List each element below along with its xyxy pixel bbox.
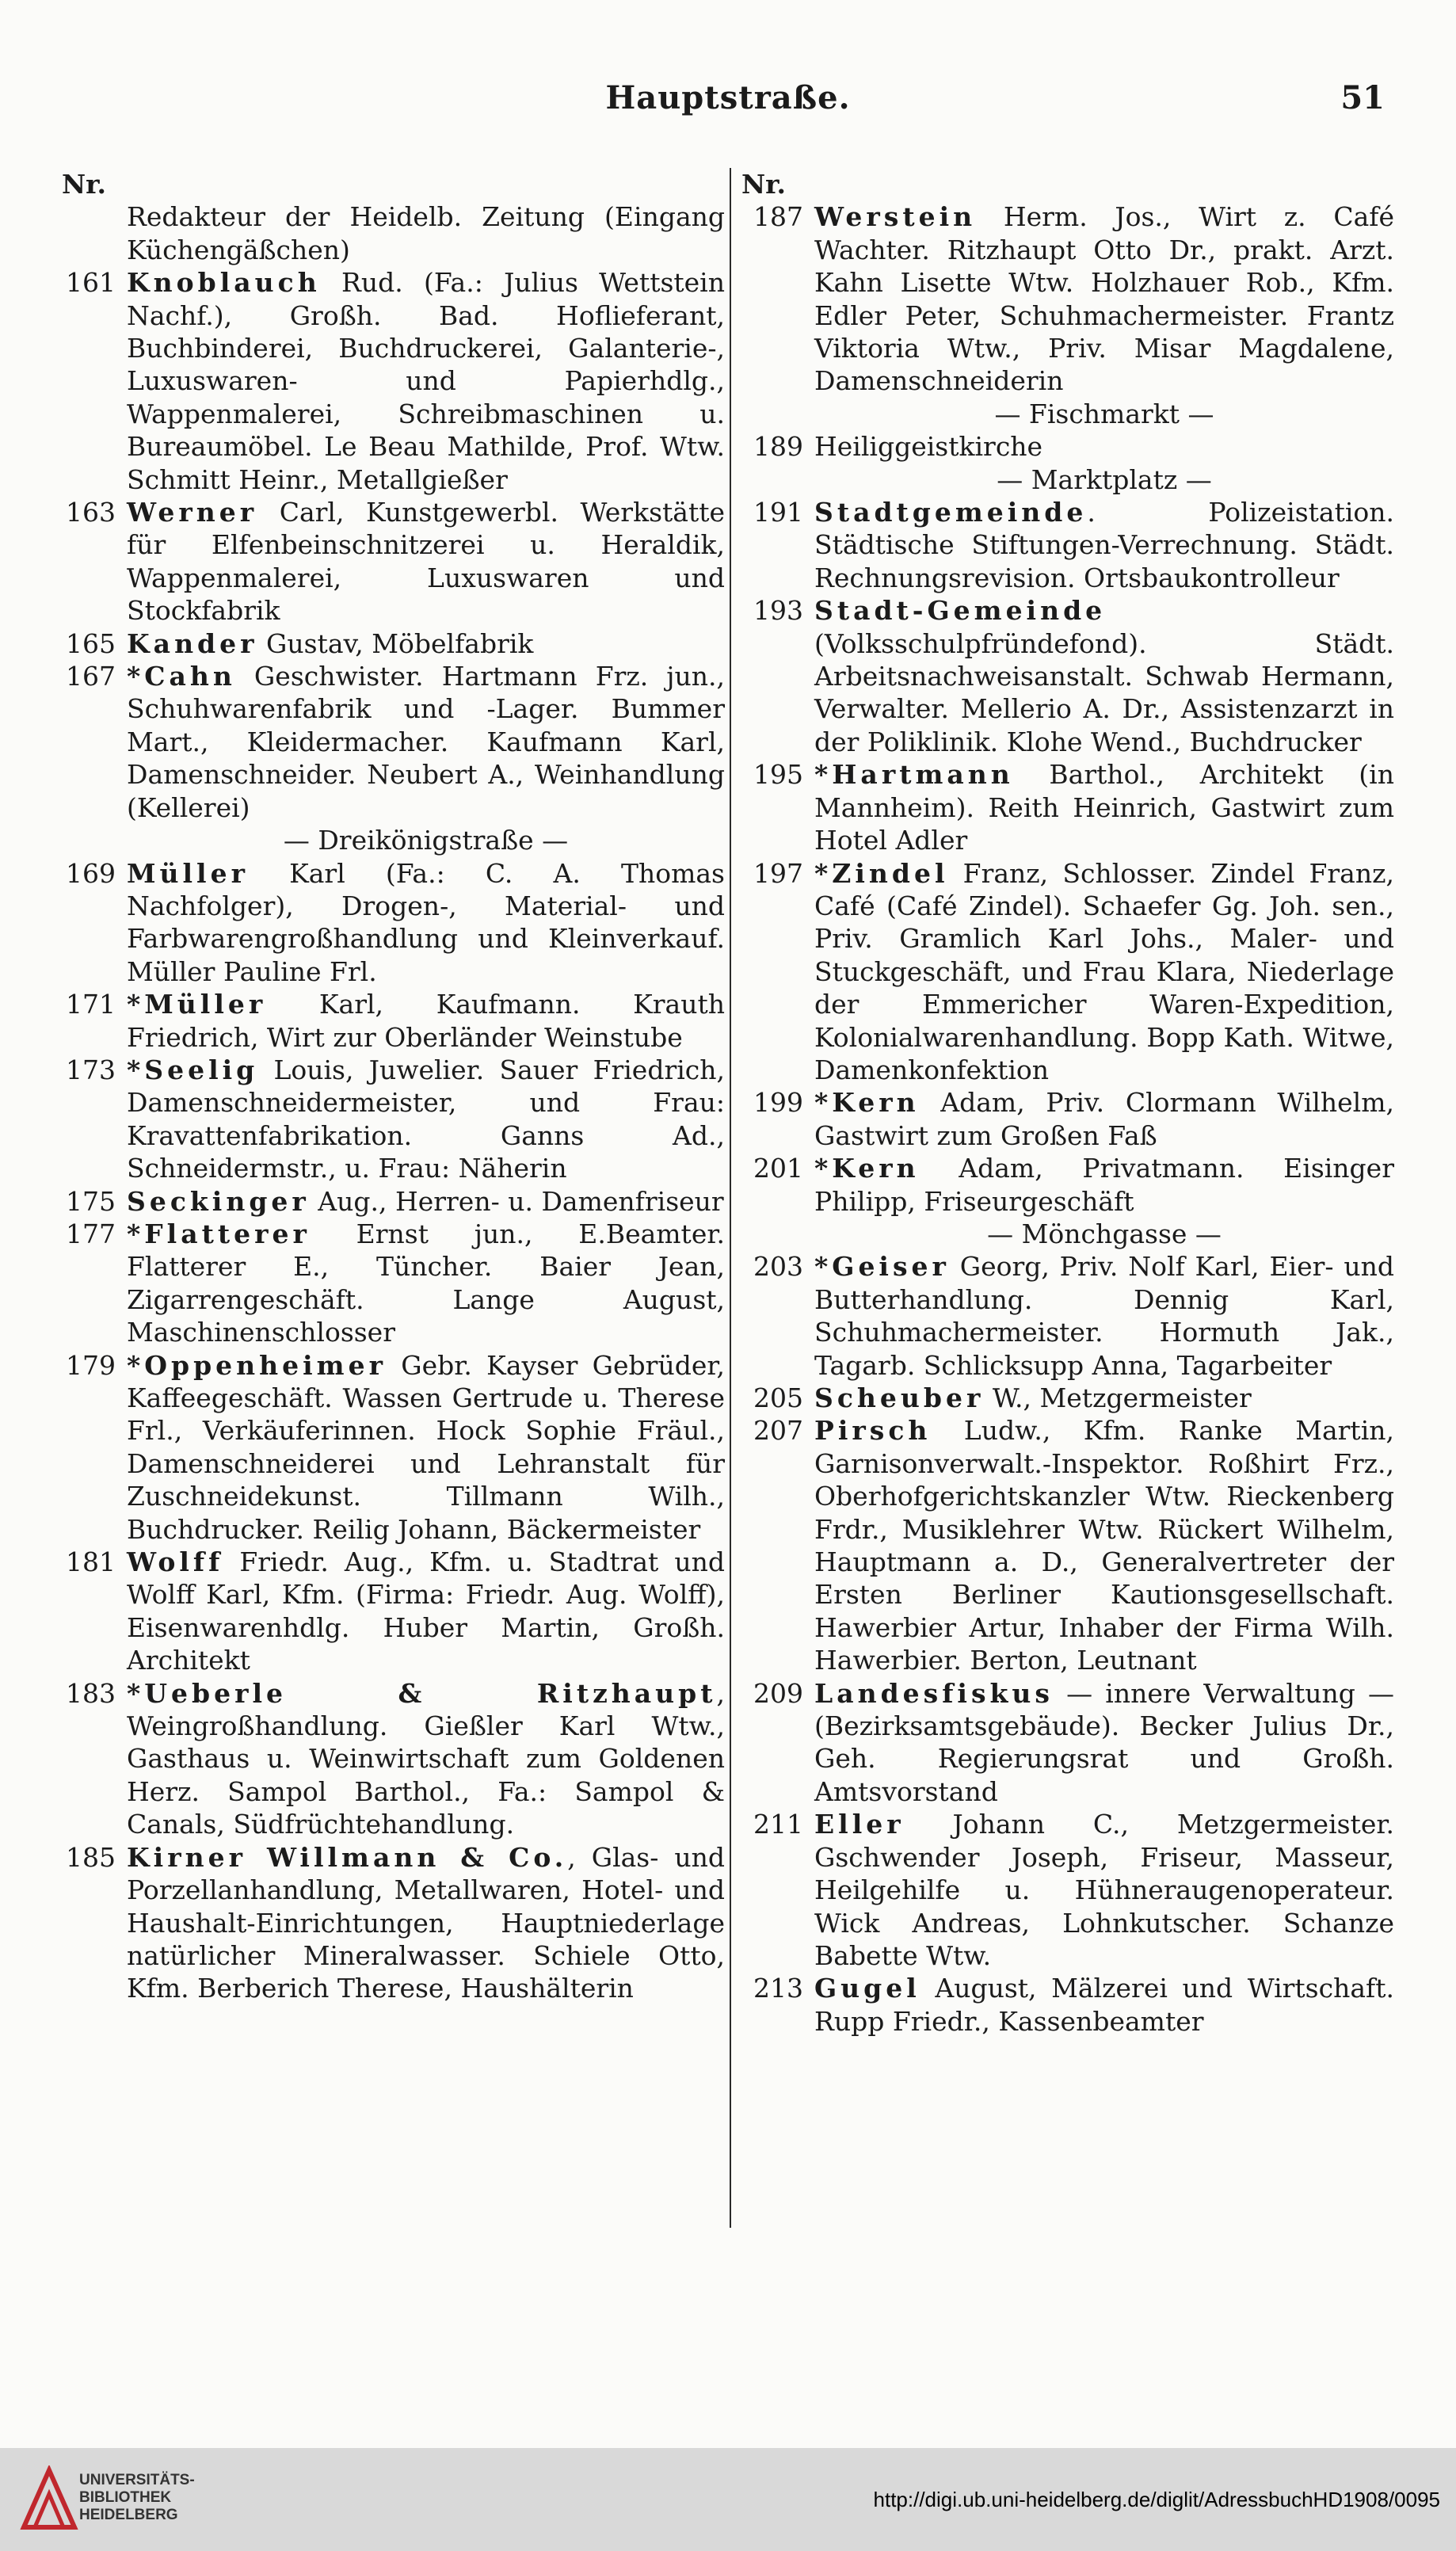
directory-entry [737, 1382, 1394, 1414]
owner-name: Kirner Willmann & Co. [127, 1841, 568, 1873]
library-name-line: UNIVERSITÄTS- [79, 2472, 195, 2488]
column-heading: Nr. [62, 169, 107, 200]
directory-entry [737, 1086, 1394, 1152]
left-column [48, 168, 725, 2005]
entry-text [127, 660, 725, 824]
entry-text [814, 200, 1394, 397]
house-number: 183 [66, 1677, 116, 1709]
house-number: 213 [753, 1973, 803, 2004]
owner-name: Eller [814, 1809, 905, 1840]
viewer-footer [0, 2448, 1456, 2551]
owner-name: *Zindel [814, 857, 949, 889]
entry-details: Georg, Priv. Nolf Karl, Eier- und Butterhandlung. Dennig Karl, Schuhmachermeister. Hormuth Jak., Tagarb. Schlicksupp Anna, Tagarbeiter [814, 1251, 1394, 1381]
entry-text [127, 1677, 725, 1841]
owner-name: *Ueberle & Ritzhaupt [127, 1677, 717, 1709]
entry-text [814, 1152, 1394, 1218]
entry-details: Adam, Priv. Clormann Wilhelm, Gastwirt zum Großen Faß [814, 1087, 1394, 1151]
entry-text [814, 496, 1394, 594]
owner-name: Werner [127, 497, 258, 528]
owner-name: Wolff [127, 1546, 224, 1578]
directory-entry [737, 200, 1394, 397]
entry-text [127, 1218, 725, 1349]
entry-details: Rud. (Fa.: Julius Wettstein Nachf.), Großh. Bad. Hoflieferant, Buchbinderei, Buchdruckerei, Galanterie-, Luxuswaren- und Papierhdlg., Wappenmalerei, Schreibmaschinen u. Bureaumöbel. Le Beau Mathilde, Prof. Wtw. Schmitt Heinr., Metallgießer [127, 267, 725, 495]
column-heading: Nr. [741, 169, 787, 200]
entry-details: Heiliggeistkirche [814, 431, 1043, 463]
owner-name: *Oppenheimer [127, 1349, 387, 1381]
owner-name: *Geiser [814, 1251, 950, 1283]
house-number: 173 [66, 1054, 116, 1085]
directory-entry [737, 1972, 1394, 2038]
house-number: 193 [753, 595, 803, 627]
source-url-link[interactable]: http://digi.ub.uni-heidelberg.de/diglit/AdressbuchHD1908/0095 [873, 2488, 1440, 2511]
entry-text [127, 988, 725, 1054]
library-logo-icon [17, 2465, 89, 2534]
directory-entry [737, 1414, 1394, 1676]
entry-text [127, 1841, 725, 2005]
house-number: 191 [753, 497, 803, 528]
entry-details: Ludw., Kfm. Ranke Martin, Garnisonverwalt.-Inspektor. Roßhirt Frz., Oberhofgerichtskanzler Wtw. Rieckenberg Frdr., Musiklehrer Wtw. Rückert Wilhelm, Hauptmann a. D., Generalvertreter der Ersten Berliner Kautionsgesellschaft. Hawerbier Artur, Inhaber der Firma Wilh. Hawerbier. Berton, Leutnant [814, 1415, 1394, 1676]
entry-details: . Polizeistation. Städtische Stiftungen-Verrechnung. Städt. Rechnungsrevision. Ortsbaukontrolleur [814, 497, 1394, 593]
right-entry-list [737, 200, 1394, 2038]
entry-details: Karl (Fa.: C. A. Thomas Nachfolger), Drogen-, Material- und Farbwarengroßhandlung und Kleinverkauf. Müller Pauline Frl. [127, 857, 725, 987]
directory-entry [48, 660, 725, 824]
house-number: 185 [66, 1841, 116, 1873]
entry-details: Franz, Schlosser. Zindel Franz, Café (Café Zindel). Schaefer Gg. Joh. sen., Priv. Gramlich Karl Johs., Maler- und Stuckgeschäft, und Frau Klara, Niederlage der Emmericher Waren-Expedition, Kolonialwarenhandlung. Bopp Kath. Witwe, Damenkonfektion [814, 857, 1394, 1085]
house-number: 197 [753, 857, 803, 889]
house-number: 211 [753, 1809, 803, 1840]
right-column [737, 168, 1394, 2038]
house-number: 203 [753, 1251, 803, 1283]
directory-entry [48, 496, 725, 627]
directory-entry [48, 1218, 725, 1349]
directory-entry [48, 1349, 725, 1546]
owner-name: Landesfiskus [814, 1677, 1054, 1709]
entry-details: Barthol., Architekt (in Mannheim). Reith Heinrich, Gastwirt zum Hotel Adler [814, 759, 1394, 856]
owner-name: Scheuber [814, 1382, 985, 1414]
directory-entry [737, 1250, 1394, 1382]
entry-text [814, 1086, 1394, 1152]
directory-entry [737, 1152, 1394, 1218]
directory-entry [48, 200, 725, 266]
entry-details: Karl, Kaufmann. Krauth Friedrich, Wirt zur Oberländer Weinstube [127, 989, 725, 1053]
page-title: Hauptstraße. [605, 79, 851, 116]
house-number: 205 [753, 1382, 803, 1414]
entry-text [814, 758, 1394, 856]
entry-details: Johann C., Metzgermeister. Gschwender Joseph, Friseur, Masseur, Heilgehilfe u. Hühneraugenoperateur. Wick Andreas, Lohnkutscher. Schanze Babette Wtw. [814, 1809, 1394, 1971]
entry-details: Herm. Jos., Wirt z. Café Wachter. Ritzhaupt Otto Dr., prakt. Arzt. Kahn Lisette Wtw. Holzhauer Rob., Kfm. Edler Peter, Schuhmachermeister. Frantz Viktoria Wtw., Priv. Misar Magdalene, Damenschneiderin [814, 201, 1394, 397]
house-number: 161 [66, 267, 116, 299]
left-entry-list [48, 200, 725, 2004]
directory-entry [737, 430, 1394, 463]
entry-details: Carl, Kunstgewerbl. Werkstätte für Elfenbeinschnitzerei u. Heraldik, Wappenmalerei, Luxuswaren und Stockfabrik [127, 497, 725, 627]
directory-entry [737, 594, 1394, 758]
owner-name: *Kern [814, 1153, 920, 1184]
owner-name: *Müller [127, 989, 267, 1020]
house-number: 199 [753, 1087, 803, 1119]
owner-name: *Kern [814, 1087, 920, 1119]
directory-entry [48, 266, 725, 496]
entry-details: (Volksschulpfründefond). Städt. Arbeitsnachweisanstalt. Schwab Hermann, Verwalter. Mellerio A. Dr., Assistenzarzt in der Poliklinik. Klohe Wend., Buchdrucker [814, 627, 1394, 757]
column-divider [730, 168, 731, 2228]
directory-entry [48, 988, 725, 1054]
house-number: 187 [753, 201, 803, 233]
entry-details: W., Metzgermeister [984, 1382, 1252, 1414]
street-divider: — Fischmarkt — [994, 398, 1214, 429]
directory-entry [48, 1054, 725, 1185]
entry-details: August, Mälzerei und Wirtschaft. Rupp Friedr., Kassenbeamter [814, 1973, 1394, 2037]
street-divider: — Marktplatz — [997, 463, 1212, 495]
entry-details: Gebr. Kayser Gebrüder, Kaffeegeschäft. Wassen Gertrude u. Therese Frl., Verkäuferinnen. Hock Sophie Fräul., Damenschneiderei und Lehranstalt für Zuschneidekunst. Tillmann Wilh., Buchdrucker. Reilig Johann, Bäckermeister [127, 1349, 725, 1545]
entry-text [814, 857, 1394, 1087]
owner-name: *Seelig [127, 1054, 259, 1085]
house-number: 181 [66, 1546, 116, 1578]
house-number: 175 [66, 1185, 116, 1217]
house-number: 189 [753, 431, 803, 463]
entry-text [814, 1414, 1394, 1676]
entry-text [127, 200, 725, 266]
directory-entry [737, 1677, 1394, 1809]
owner-name: *Flatterer [127, 1218, 311, 1249]
owner-name: Werstein [814, 201, 977, 233]
entry-text [814, 1972, 1394, 2038]
owner-name: Stadt-Gemeinde [814, 595, 1107, 627]
owner-name: Seckinger [127, 1185, 310, 1217]
entry-text [127, 1349, 725, 1546]
street-divider: — Dreikönigstraße — [283, 825, 569, 856]
directory-entry [48, 1185, 725, 1218]
directory-entry [737, 758, 1394, 856]
owner-name: Pirsch [814, 1415, 932, 1447]
entry-text [127, 857, 725, 989]
house-number: 167 [66, 661, 116, 692]
directory-entry [48, 1546, 725, 1677]
house-number: 207 [753, 1415, 803, 1447]
directory-entry [48, 1677, 725, 1841]
directory-entry [48, 1841, 725, 2005]
entry-text [127, 1185, 725, 1218]
entry-text [127, 1546, 725, 1677]
directory-entry [737, 1808, 1394, 1972]
entry-text [127, 1054, 725, 1185]
entry-details: Adam, Privatmann. Eisinger Philipp, Friseurgeschäft [814, 1153, 1394, 1217]
entry-text [814, 594, 1394, 758]
entry-details: Friedr. Aug., Kfm. u. Stadtrat und Wolff Karl, Kfm. (Firma: Friedr. Aug. Wolff), Eisenwarenhdlg. Huber Martin, Großh. Architekt [127, 1546, 725, 1676]
directory-entry [737, 857, 1394, 1087]
library-name-line: HEIDELBERG [79, 2507, 178, 2523]
directory-entry [48, 857, 725, 989]
house-number: 165 [66, 627, 116, 659]
entry-text [814, 1808, 1394, 1972]
owner-name: *Cahn [127, 661, 236, 692]
entry-details: Aug., Herren- u. Damenfriseur [309, 1185, 724, 1217]
entry-details: Redakteur der Heidelb. Zeitung (Eingang Küchengäßchen) [127, 201, 725, 265]
entry-text [814, 1250, 1394, 1382]
library-name [79, 2472, 195, 2524]
owner-name: *Hartmann [814, 759, 1014, 791]
page-number: 51 [1340, 79, 1385, 116]
house-number: 177 [66, 1218, 116, 1249]
entry-text [814, 1382, 1394, 1414]
directory-entry [737, 496, 1394, 594]
library-name-line: BIBLIOTHEK [79, 2489, 172, 2506]
entry-details: , Weingroßhandlung. Gießler Karl Wtw., Gasthaus u. Weinwirtschaft zum Goldenen Herz. Sampol Barthol., Fa.: Sampol & Canals, Südfrüchtehandlung. [127, 1677, 725, 1840]
page-header [0, 79, 1456, 135]
entry-text [127, 627, 725, 660]
street-divider: — Mönchgasse — [987, 1218, 1222, 1249]
entry-text [127, 266, 725, 496]
directory-entry [48, 627, 725, 660]
entry-details: — innere Verwaltung — (Bezirksamtsgebäude). Becker Julius Dr., Geh. Regierungsrat und Großh. Amtsvorstand [814, 1677, 1394, 1807]
house-number: 209 [753, 1677, 803, 1709]
house-number: 201 [753, 1153, 803, 1184]
owner-name: Stadtgemeinde [814, 497, 1088, 528]
house-number: 171 [66, 989, 116, 1020]
house-number: 195 [753, 759, 803, 791]
entry-details: Louis, Juwelier. Sauer Friedrich, Damenschneidermeister, und Frau: Kravattenfabrikation. Ganns Ad., Schneidermstr., u. Frau: Näherin [127, 1054, 725, 1184]
entry-details: Geschwister. Hartmann Frz. jun., Schuhwarenfabrik und -Lager. Bummer Mart., Kleidermacher. Kaufmann Karl, Damenschneider. Neubert A., Weinhandlung (Kellerei) [127, 661, 725, 823]
house-number: 179 [66, 1349, 116, 1381]
owner-name: Gugel [814, 1973, 920, 2004]
entry-details: Ernst jun., E.Beamter. Flatterer E., Tüncher. Baier Jean, Zigarrengeschäft. Lange August, Maschinenschlosser [127, 1218, 725, 1348]
house-number: 163 [66, 497, 116, 528]
owner-name: Knoblauch [127, 267, 321, 299]
house-number: 169 [66, 857, 116, 889]
entry-text [814, 1677, 1394, 1809]
entry-text [127, 496, 725, 627]
entry-details: Gustav, Möbelfabrik [257, 627, 534, 659]
owner-name: Müller [127, 857, 249, 889]
owner-name: Kander [127, 627, 258, 659]
entry-details: , Glas- und Porzellanhandlung, Metallwaren, Hotel- und Haushalt-Einrichtungen, Hauptniederlage natürlicher Mineralwasser. Schiele Otto, Kfm. Berberich Therese, Haushälterin [127, 1841, 725, 2004]
entry-text [814, 430, 1394, 463]
